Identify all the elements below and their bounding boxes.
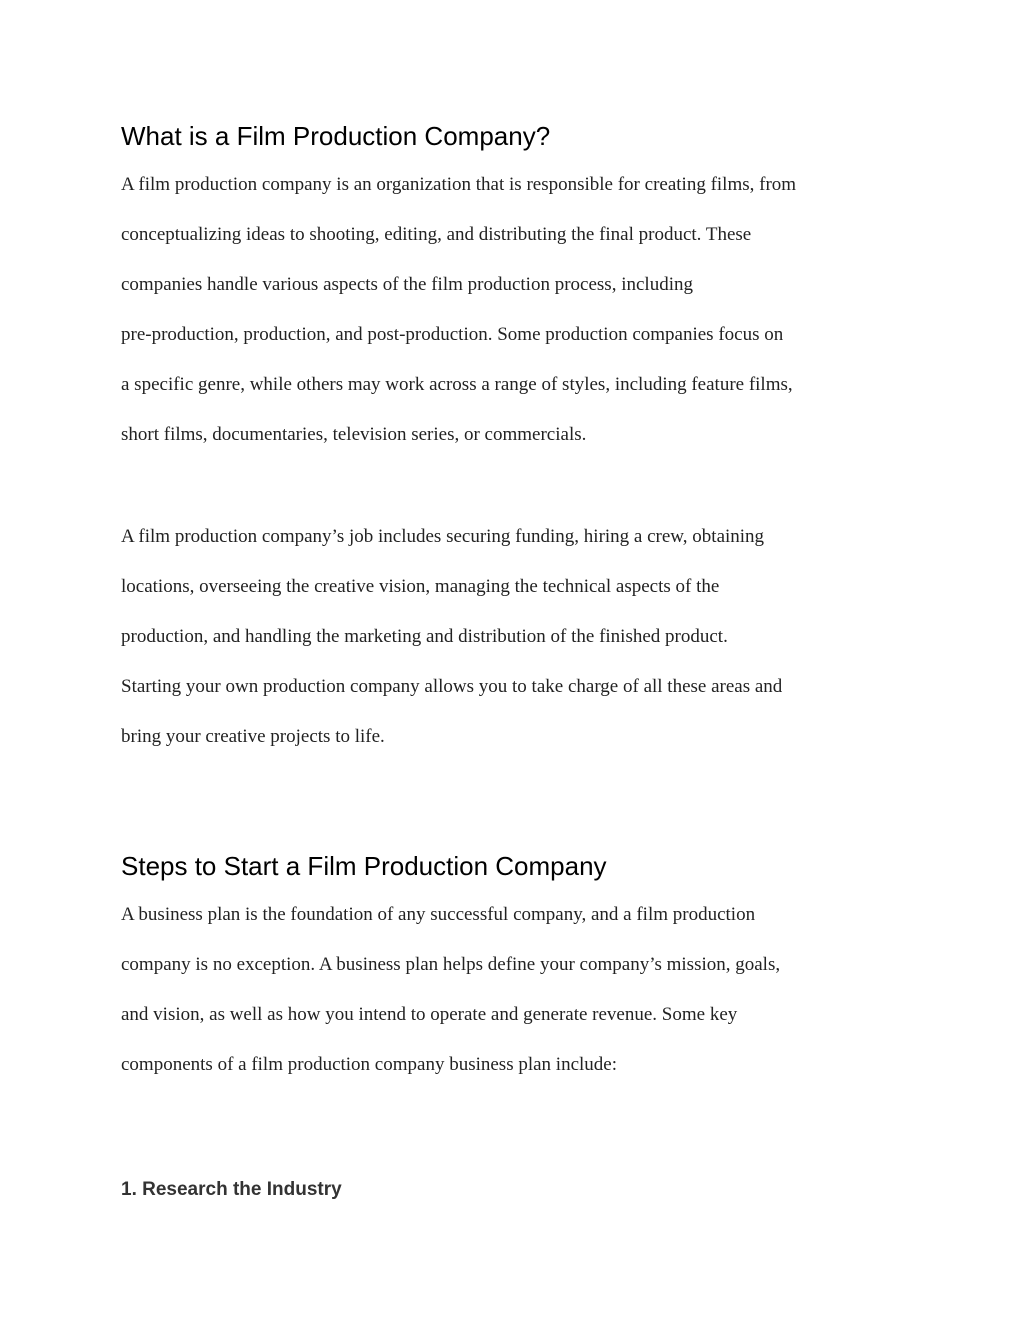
subheading-research-industry: 1. Research the Industry <box>121 1179 342 1200</box>
text-line: company is no exception. A business plan helps define your company’s mission, goals, <box>121 954 781 975</box>
text-line: A business plan is the foundation of any successful company, and a film production <box>121 904 756 925</box>
text-line: locations, overseeing the creative vision, managing the technical aspects of the <box>121 576 720 597</box>
text-line: production, and handling the marketing and distribution of the finished product. <box>121 626 728 647</box>
paragraph-definition <box>121 160 921 460</box>
text-line: bring your creative projects to life. <box>121 726 385 747</box>
text-line: A film production company is an organization that is responsible for creating films, from <box>121 174 797 195</box>
paragraph-job-description <box>121 512 921 762</box>
text-line: and vision, as well as how you intend to operate and generate revenue. Some key <box>121 1004 738 1025</box>
section-heading-steps: Steps to Start a Film Production Company <box>121 851 607 881</box>
text-line: conceptualizing ideas to shooting, editing, and distributing the final product. These <box>121 224 752 245</box>
text-line: A film production company’s job includes securing funding, hiring a crew, obtaining <box>121 526 765 547</box>
paragraph-business-plan <box>121 890 921 1090</box>
text-line: companies handle various aspects of the film production process, including <box>121 274 693 295</box>
section-heading-what-is: What is a Film Production Company? <box>121 121 551 151</box>
text-line: pre-production, production, and post-production. Some production companies focus on <box>121 324 784 345</box>
text-line: a specific genre, while others may work across a range of styles, including feature films, <box>121 374 793 395</box>
text-line: short films, documentaries, television series, or commercials. <box>121 424 587 445</box>
text-line: Starting your own production company allows you to take charge of all these areas and <box>121 676 783 697</box>
text-line: components of a film production company business plan include: <box>121 1054 618 1075</box>
